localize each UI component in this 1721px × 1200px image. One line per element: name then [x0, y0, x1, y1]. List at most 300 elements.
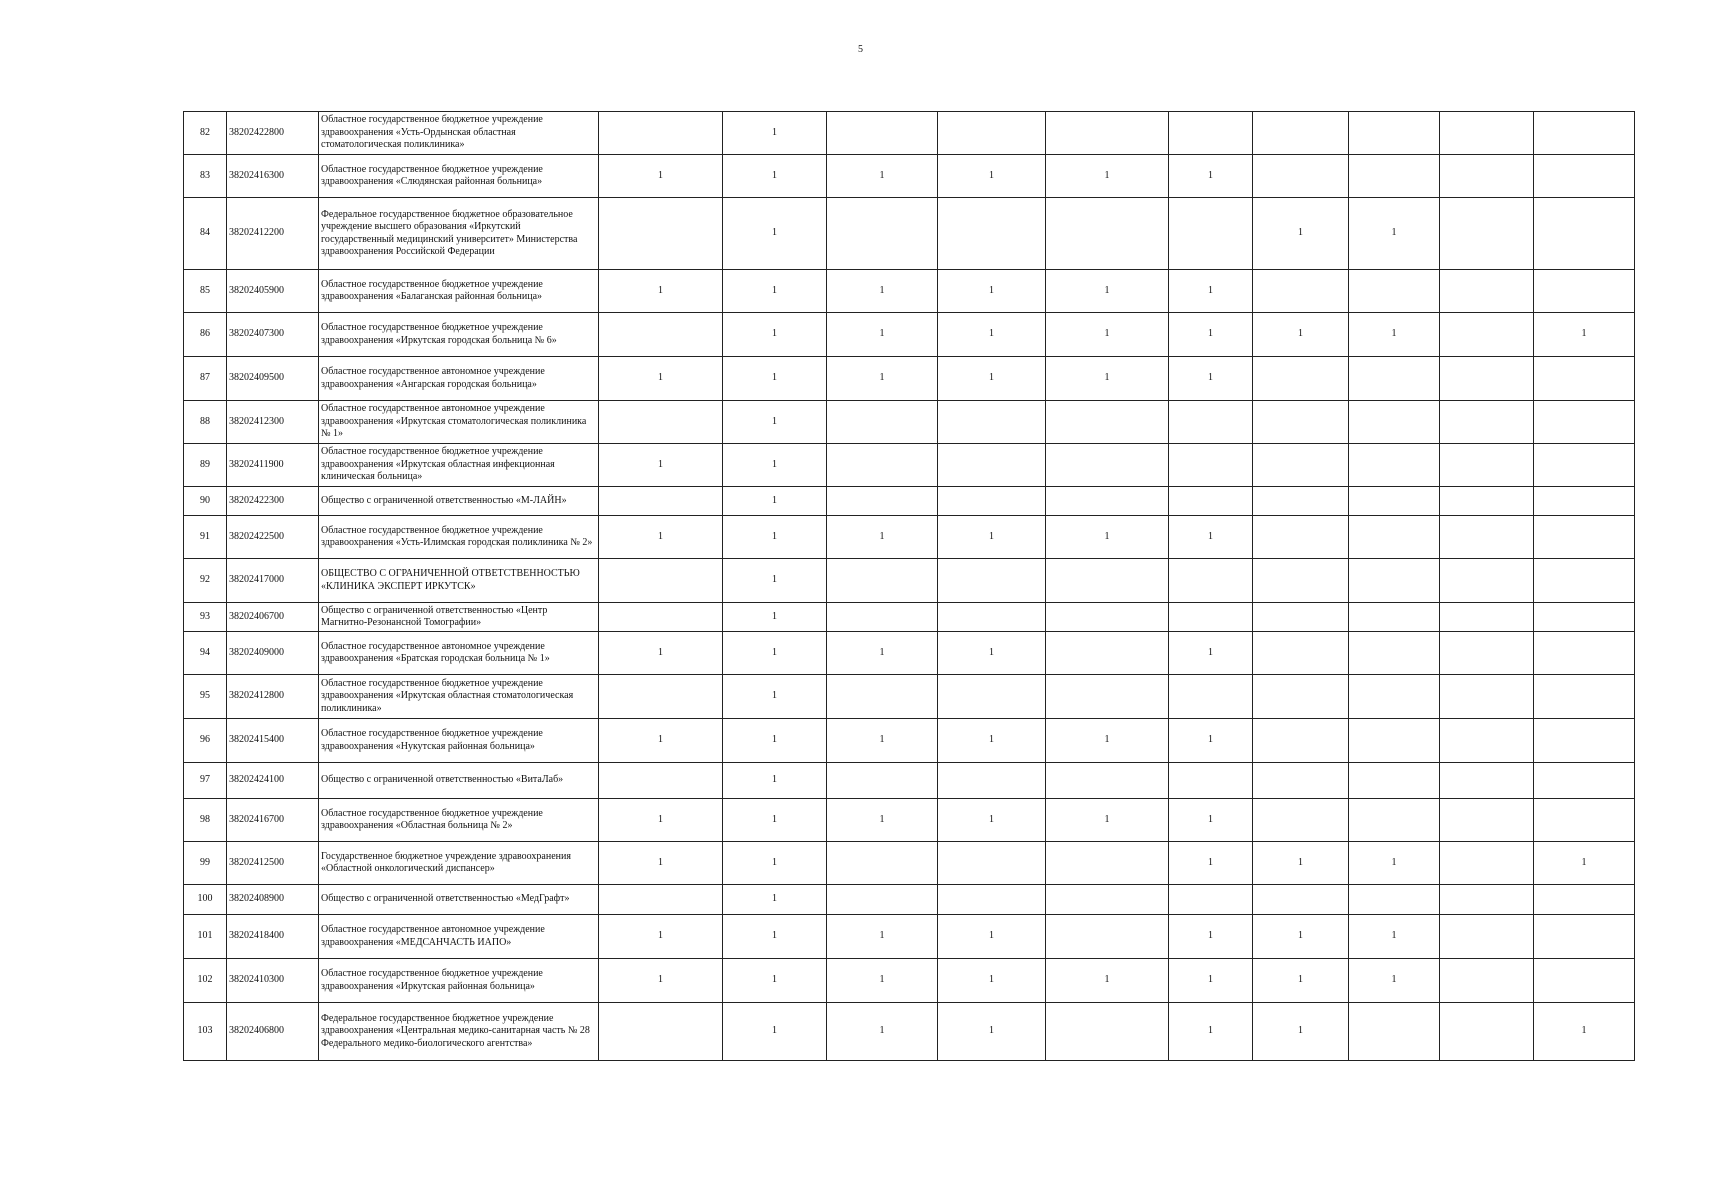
mark-cell-col-3 [827, 487, 938, 516]
mark-cell-col-1: 1 [599, 959, 723, 1003]
mark-cell-col-2: 1 [723, 155, 827, 198]
mark-cell-col-9 [1440, 559, 1534, 603]
row-number-cell: 94 [184, 632, 227, 675]
mark-cell-col-6: 1 [1169, 155, 1253, 198]
mark-cell-col-2: 1 [723, 444, 827, 487]
registry-code-cell: 38202418400 [227, 915, 319, 959]
mark-cell-col-5: 1 [1046, 155, 1169, 198]
mark-cell-col-4 [938, 487, 1046, 516]
mark-cell-col-10: 1 [1534, 842, 1635, 885]
mark-cell-col-2: 1 [723, 112, 827, 155]
mark-cell-col-5 [1046, 842, 1169, 885]
mark-cell-col-1: 1 [599, 357, 723, 401]
mark-cell-col-3 [827, 675, 938, 719]
mark-cell-col-10 [1534, 559, 1635, 603]
mark-cell-col-9 [1440, 799, 1534, 842]
registry-code-cell: 38202411900 [227, 444, 319, 487]
mark-cell-col-7: 1 [1253, 959, 1349, 1003]
mark-cell-col-2: 1 [723, 1003, 827, 1061]
mark-cell-col-9 [1440, 763, 1534, 799]
registry-code-cell: 38202422800 [227, 112, 319, 155]
mark-cell-col-10: 1 [1534, 1003, 1635, 1061]
mark-cell-col-7: 1 [1253, 313, 1349, 357]
registry-code-cell: 38202412800 [227, 675, 319, 719]
mark-cell-col-9 [1440, 270, 1534, 313]
mark-cell-col-1 [599, 675, 723, 719]
mark-cell-col-7 [1253, 516, 1349, 559]
mark-cell-col-8: 1 [1349, 313, 1440, 357]
mark-cell-col-5 [1046, 632, 1169, 675]
row-number-cell: 86 [184, 313, 227, 357]
organization-name-cell: Областное государственное бюджетное учреждение здравоохранения «Балаганская районная больница» [319, 270, 599, 313]
mark-cell-col-4: 1 [938, 516, 1046, 559]
mark-cell-col-3 [827, 559, 938, 603]
mark-cell-col-10 [1534, 959, 1635, 1003]
mark-cell-col-7 [1253, 112, 1349, 155]
mark-cell-col-4: 1 [938, 632, 1046, 675]
mark-cell-col-7 [1253, 559, 1349, 603]
mark-cell-col-10 [1534, 516, 1635, 559]
mark-cell-col-2: 1 [723, 632, 827, 675]
table-row [184, 842, 1635, 885]
row-number-cell: 102 [184, 959, 227, 1003]
registry-code-cell: 38202416700 [227, 799, 319, 842]
page-number: 5 [858, 44, 863, 55]
mark-cell-col-2: 1 [723, 357, 827, 401]
mark-cell-col-8 [1349, 799, 1440, 842]
mark-cell-col-10 [1534, 487, 1635, 516]
mark-cell-col-4: 1 [938, 915, 1046, 959]
table-row [184, 270, 1635, 313]
mark-cell-col-6: 1 [1169, 719, 1253, 763]
mark-cell-col-6 [1169, 444, 1253, 487]
mark-cell-col-4: 1 [938, 357, 1046, 401]
mark-cell-col-3 [827, 444, 938, 487]
mark-cell-col-7: 1 [1253, 842, 1349, 885]
table-row [184, 444, 1635, 487]
mark-cell-col-2: 1 [723, 198, 827, 270]
mark-cell-col-9 [1440, 915, 1534, 959]
organization-name-cell: Общество с ограниченной ответственностью «Центр Магнитно-Резонансной Томографии» [319, 603, 599, 632]
mark-cell-col-2: 1 [723, 675, 827, 719]
mark-cell-col-9 [1440, 603, 1534, 632]
organization-name-cell: Областное государственное бюджетное учреждение здравоохранения «Слюдянская районная больница» [319, 155, 599, 198]
mark-cell-col-1 [599, 559, 723, 603]
table-row [184, 632, 1635, 675]
mark-cell-col-1 [599, 603, 723, 632]
mark-cell-col-5 [1046, 401, 1169, 444]
mark-cell-col-3: 1 [827, 1003, 938, 1061]
mark-cell-col-9 [1440, 313, 1534, 357]
registry-code-cell: 38202412500 [227, 842, 319, 885]
mark-cell-col-3 [827, 198, 938, 270]
mark-cell-col-1 [599, 198, 723, 270]
organization-name-cell: Федеральное государственное бюджетное учреждение здравоохранения «Центральная медико-санитарная часть № 28 Федерального медико-биологического агентства» [319, 1003, 599, 1061]
mark-cell-col-10 [1534, 444, 1635, 487]
mark-cell-col-5 [1046, 444, 1169, 487]
mark-cell-col-4 [938, 559, 1046, 603]
mark-cell-col-10 [1534, 885, 1635, 915]
mark-cell-col-8: 1 [1349, 915, 1440, 959]
organization-name-cell: Государственное бюджетное учреждение здравоохранения «Областной онкологический диспансер» [319, 842, 599, 885]
registry-code-cell: 38202408900 [227, 885, 319, 915]
organization-name-cell: Общество с ограниченной ответственностью «ВитаЛаб» [319, 763, 599, 799]
registry-code-cell: 38202407300 [227, 313, 319, 357]
mark-cell-col-4 [938, 112, 1046, 155]
row-number-cell: 91 [184, 516, 227, 559]
mark-cell-col-3: 1 [827, 155, 938, 198]
mark-cell-col-2: 1 [723, 270, 827, 313]
mark-cell-col-3 [827, 885, 938, 915]
mark-cell-col-2: 1 [723, 799, 827, 842]
registry-code-cell: 38202416300 [227, 155, 319, 198]
mark-cell-col-5: 1 [1046, 357, 1169, 401]
mark-cell-col-5 [1046, 915, 1169, 959]
row-number-cell: 99 [184, 842, 227, 885]
mark-cell-col-8 [1349, 1003, 1440, 1061]
mark-cell-col-9 [1440, 959, 1534, 1003]
registry-code-cell: 38202412200 [227, 198, 319, 270]
table-row [184, 516, 1635, 559]
row-number-cell: 92 [184, 559, 227, 603]
table-row [184, 799, 1635, 842]
mark-cell-col-6: 1 [1169, 313, 1253, 357]
organization-name-cell: Областное государственное бюджетное учреждение здравоохранения «Областная больница № 2» [319, 799, 599, 842]
organization-name-cell: ОБЩЕСТВО С ОГРАНИЧЕННОЙ ОТВЕТСТВЕННОСТЬЮ «КЛИНИКА ЭКСПЕРТ ИРКУТСК» [319, 559, 599, 603]
mark-cell-col-5: 1 [1046, 799, 1169, 842]
mark-cell-col-8 [1349, 603, 1440, 632]
mark-cell-col-8: 1 [1349, 959, 1440, 1003]
table-row [184, 112, 1635, 155]
organization-name-cell: Областное государственное бюджетное учреждение здравоохранения «Иркутская областная инфекционная клиническая больница» [319, 444, 599, 487]
mark-cell-col-6 [1169, 559, 1253, 603]
mark-cell-col-9 [1440, 632, 1534, 675]
row-number-cell: 97 [184, 763, 227, 799]
mark-cell-col-8 [1349, 270, 1440, 313]
mark-cell-col-5 [1046, 885, 1169, 915]
mark-cell-col-10 [1534, 763, 1635, 799]
facility-table [183, 111, 1635, 1061]
mark-cell-col-10 [1534, 198, 1635, 270]
registry-code-cell: 38202410300 [227, 959, 319, 1003]
table-row [184, 487, 1635, 516]
mark-cell-col-9 [1440, 444, 1534, 487]
mark-cell-col-8: 1 [1349, 198, 1440, 270]
mark-cell-col-4 [938, 763, 1046, 799]
mark-cell-col-3: 1 [827, 719, 938, 763]
mark-cell-col-1: 1 [599, 516, 723, 559]
table-row [184, 603, 1635, 632]
mark-cell-col-7 [1253, 632, 1349, 675]
row-number-cell: 87 [184, 357, 227, 401]
mark-cell-col-9 [1440, 487, 1534, 516]
table-body [184, 112, 1635, 1061]
mark-cell-col-2: 1 [723, 915, 827, 959]
mark-cell-col-9 [1440, 155, 1534, 198]
table-row [184, 401, 1635, 444]
mark-cell-col-2: 1 [723, 885, 827, 915]
mark-cell-col-6 [1169, 401, 1253, 444]
organization-name-cell: Областное государственное автономное учреждение здравоохранения «МЕДСАНЧАСТЬ ИАПО» [319, 915, 599, 959]
mark-cell-col-3: 1 [827, 516, 938, 559]
mark-cell-col-8 [1349, 719, 1440, 763]
mark-cell-col-5 [1046, 1003, 1169, 1061]
mark-cell-col-9 [1440, 357, 1534, 401]
mark-cell-col-4: 1 [938, 155, 1046, 198]
mark-cell-col-9 [1440, 1003, 1534, 1061]
mark-cell-col-6: 1 [1169, 1003, 1253, 1061]
mark-cell-col-6 [1169, 487, 1253, 516]
mark-cell-col-9 [1440, 719, 1534, 763]
mark-cell-col-1 [599, 401, 723, 444]
organization-name-cell: Областное государственное автономное учреждение здравоохранения «Братская городская больница № 1» [319, 632, 599, 675]
mark-cell-col-2: 1 [723, 842, 827, 885]
mark-cell-col-1 [599, 1003, 723, 1061]
mark-cell-col-6: 1 [1169, 799, 1253, 842]
mark-cell-col-10 [1534, 112, 1635, 155]
mark-cell-col-6: 1 [1169, 357, 1253, 401]
mark-cell-col-6: 1 [1169, 270, 1253, 313]
mark-cell-col-7 [1253, 401, 1349, 444]
registry-code-cell: 38202409500 [227, 357, 319, 401]
mark-cell-col-9 [1440, 516, 1534, 559]
mark-cell-col-3 [827, 401, 938, 444]
mark-cell-col-4 [938, 603, 1046, 632]
mark-cell-col-4 [938, 842, 1046, 885]
row-number-cell: 88 [184, 401, 227, 444]
table-row [184, 675, 1635, 719]
mark-cell-col-7 [1253, 357, 1349, 401]
row-number-cell: 100 [184, 885, 227, 915]
mark-cell-col-1: 1 [599, 719, 723, 763]
organization-name-cell: Областное государственное автономное учреждение здравоохранения «Ангарская городская больница» [319, 357, 599, 401]
mark-cell-col-4 [938, 401, 1046, 444]
table-row [184, 198, 1635, 270]
mark-cell-col-10 [1534, 603, 1635, 632]
mark-cell-col-9 [1440, 401, 1534, 444]
mark-cell-col-4: 1 [938, 313, 1046, 357]
mark-cell-col-10 [1534, 357, 1635, 401]
registry-code-cell: 38202422300 [227, 487, 319, 516]
mark-cell-col-3: 1 [827, 357, 938, 401]
table-row [184, 313, 1635, 357]
mark-cell-col-9 [1440, 675, 1534, 719]
mark-cell-col-1: 1 [599, 842, 723, 885]
mark-cell-col-5 [1046, 675, 1169, 719]
mark-cell-col-7 [1253, 799, 1349, 842]
row-number-cell: 84 [184, 198, 227, 270]
mark-cell-col-3: 1 [827, 959, 938, 1003]
mark-cell-col-8 [1349, 401, 1440, 444]
registry-code-cell: 38202412300 [227, 401, 319, 444]
mark-cell-col-3 [827, 842, 938, 885]
mark-cell-col-8 [1349, 559, 1440, 603]
table-row [184, 915, 1635, 959]
mark-cell-col-5: 1 [1046, 270, 1169, 313]
mark-cell-col-7 [1253, 155, 1349, 198]
organization-name-cell: Областное государственное бюджетное учреждение здравоохранения «Иркутская областная стоматологическая поликлиника» [319, 675, 599, 719]
mark-cell-col-4 [938, 198, 1046, 270]
table-row [184, 719, 1635, 763]
mark-cell-col-10 [1534, 799, 1635, 842]
mark-cell-col-8 [1349, 675, 1440, 719]
mark-cell-col-2: 1 [723, 959, 827, 1003]
table-row [184, 1003, 1635, 1061]
mark-cell-col-10 [1534, 675, 1635, 719]
row-number-cell: 98 [184, 799, 227, 842]
mark-cell-col-7 [1253, 885, 1349, 915]
mark-cell-col-5 [1046, 763, 1169, 799]
mark-cell-col-2: 1 [723, 763, 827, 799]
mark-cell-col-8 [1349, 357, 1440, 401]
mark-cell-col-8 [1349, 487, 1440, 516]
row-number-cell: 95 [184, 675, 227, 719]
mark-cell-col-7 [1253, 603, 1349, 632]
registry-code-cell: 38202406800 [227, 1003, 319, 1061]
row-number-cell: 89 [184, 444, 227, 487]
mark-cell-col-1 [599, 487, 723, 516]
organization-name-cell: Областное государственное автономное учреждение здравоохранения «Иркутская стоматологическая поликлиника № 1» [319, 401, 599, 444]
mark-cell-col-10: 1 [1534, 313, 1635, 357]
mark-cell-col-5: 1 [1046, 959, 1169, 1003]
mark-cell-col-2: 1 [723, 719, 827, 763]
mark-cell-col-9 [1440, 112, 1534, 155]
mark-cell-col-3: 1 [827, 632, 938, 675]
mark-cell-col-7 [1253, 487, 1349, 516]
row-number-cell: 103 [184, 1003, 227, 1061]
mark-cell-col-10 [1534, 719, 1635, 763]
mark-cell-col-5 [1046, 487, 1169, 516]
mark-cell-col-6: 1 [1169, 915, 1253, 959]
table-row [184, 559, 1635, 603]
mark-cell-col-8 [1349, 885, 1440, 915]
mark-cell-col-3 [827, 603, 938, 632]
mark-cell-col-1 [599, 763, 723, 799]
mark-cell-col-4 [938, 444, 1046, 487]
mark-cell-col-10 [1534, 632, 1635, 675]
mark-cell-col-4: 1 [938, 270, 1046, 313]
mark-cell-col-1: 1 [599, 155, 723, 198]
organization-name-cell: Областное государственное бюджетное учреждение здравоохранения «Иркутская городская больница № 6» [319, 313, 599, 357]
table-row [184, 885, 1635, 915]
registry-code-cell: 38202405900 [227, 270, 319, 313]
registry-code-cell: 38202409000 [227, 632, 319, 675]
mark-cell-col-8 [1349, 632, 1440, 675]
mark-cell-col-5: 1 [1046, 313, 1169, 357]
mark-cell-col-7: 1 [1253, 1003, 1349, 1061]
mark-cell-col-8 [1349, 444, 1440, 487]
mark-cell-col-2: 1 [723, 487, 827, 516]
row-number-cell: 93 [184, 603, 227, 632]
mark-cell-col-9 [1440, 198, 1534, 270]
mark-cell-col-1: 1 [599, 632, 723, 675]
mark-cell-col-8 [1349, 155, 1440, 198]
organization-name-cell: Областное государственное бюджетное учреждение здравоохранения «Нукутская районная больница» [319, 719, 599, 763]
registry-code-cell: 38202417000 [227, 559, 319, 603]
mark-cell-col-3: 1 [827, 313, 938, 357]
row-number-cell: 96 [184, 719, 227, 763]
mark-cell-col-10 [1534, 915, 1635, 959]
mark-cell-col-1 [599, 885, 723, 915]
mark-cell-col-4: 1 [938, 959, 1046, 1003]
mark-cell-col-4: 1 [938, 719, 1046, 763]
mark-cell-col-6 [1169, 112, 1253, 155]
registry-code-cell: 38202422500 [227, 516, 319, 559]
mark-cell-col-5 [1046, 603, 1169, 632]
mark-cell-col-1: 1 [599, 444, 723, 487]
table-row [184, 155, 1635, 198]
mark-cell-col-3: 1 [827, 799, 938, 842]
mark-cell-col-6 [1169, 603, 1253, 632]
mark-cell-col-6: 1 [1169, 842, 1253, 885]
organization-name-cell: Областное государственное бюджетное учреждение здравоохранения «Иркутская районная больница» [319, 959, 599, 1003]
row-number-cell: 90 [184, 487, 227, 516]
row-number-cell: 82 [184, 112, 227, 155]
mark-cell-col-10 [1534, 155, 1635, 198]
organization-name-cell: Областное государственное бюджетное учреждение здравоохранения «Усть-Ордынская областная стоматологическая поликлиника» [319, 112, 599, 155]
mark-cell-col-7 [1253, 444, 1349, 487]
row-number-cell: 83 [184, 155, 227, 198]
mark-cell-col-5 [1046, 198, 1169, 270]
mark-cell-col-1 [599, 313, 723, 357]
mark-cell-col-3: 1 [827, 270, 938, 313]
mark-cell-col-1 [599, 112, 723, 155]
mark-cell-col-6 [1169, 198, 1253, 270]
mark-cell-col-8 [1349, 112, 1440, 155]
mark-cell-col-5: 1 [1046, 516, 1169, 559]
mark-cell-col-9 [1440, 842, 1534, 885]
row-number-cell: 85 [184, 270, 227, 313]
mark-cell-col-3 [827, 763, 938, 799]
mark-cell-col-6: 1 [1169, 959, 1253, 1003]
mark-cell-col-5 [1046, 559, 1169, 603]
mark-cell-col-3: 1 [827, 915, 938, 959]
registry-code-cell: 38202406700 [227, 603, 319, 632]
mark-cell-col-4: 1 [938, 1003, 1046, 1061]
mark-cell-col-5 [1046, 112, 1169, 155]
mark-cell-col-2: 1 [723, 516, 827, 559]
mark-cell-col-5: 1 [1046, 719, 1169, 763]
mark-cell-col-6 [1169, 675, 1253, 719]
mark-cell-col-6 [1169, 763, 1253, 799]
mark-cell-col-7: 1 [1253, 915, 1349, 959]
mark-cell-col-1: 1 [599, 799, 723, 842]
mark-cell-col-4: 1 [938, 799, 1046, 842]
mark-cell-col-1: 1 [599, 915, 723, 959]
mark-cell-col-2: 1 [723, 401, 827, 444]
mark-cell-col-7 [1253, 763, 1349, 799]
organization-name-cell: Общество с ограниченной ответственностью «МедГрафт» [319, 885, 599, 915]
organization-name-cell: Областное государственное бюджетное учреждение здравоохранения «Усть-Илимская городская поликлиника № 2» [319, 516, 599, 559]
mark-cell-col-3 [827, 112, 938, 155]
mark-cell-col-7 [1253, 719, 1349, 763]
registry-code-cell: 38202415400 [227, 719, 319, 763]
mark-cell-col-1: 1 [599, 270, 723, 313]
table-row [184, 959, 1635, 1003]
mark-cell-col-8 [1349, 763, 1440, 799]
mark-cell-col-6 [1169, 885, 1253, 915]
mark-cell-col-6: 1 [1169, 516, 1253, 559]
organization-name-cell: Федеральное государственное бюджетное образовательное учреждение высшего образования «Иркутский государственный медицинский университет» Министерства здравоохранения Российской Федерации [319, 198, 599, 270]
mark-cell-col-10 [1534, 270, 1635, 313]
row-number-cell: 101 [184, 915, 227, 959]
mark-cell-col-4 [938, 885, 1046, 915]
mark-cell-col-7 [1253, 675, 1349, 719]
mark-cell-col-2: 1 [723, 559, 827, 603]
mark-cell-col-2: 1 [723, 313, 827, 357]
table-row [184, 763, 1635, 799]
mark-cell-col-7: 1 [1253, 198, 1349, 270]
